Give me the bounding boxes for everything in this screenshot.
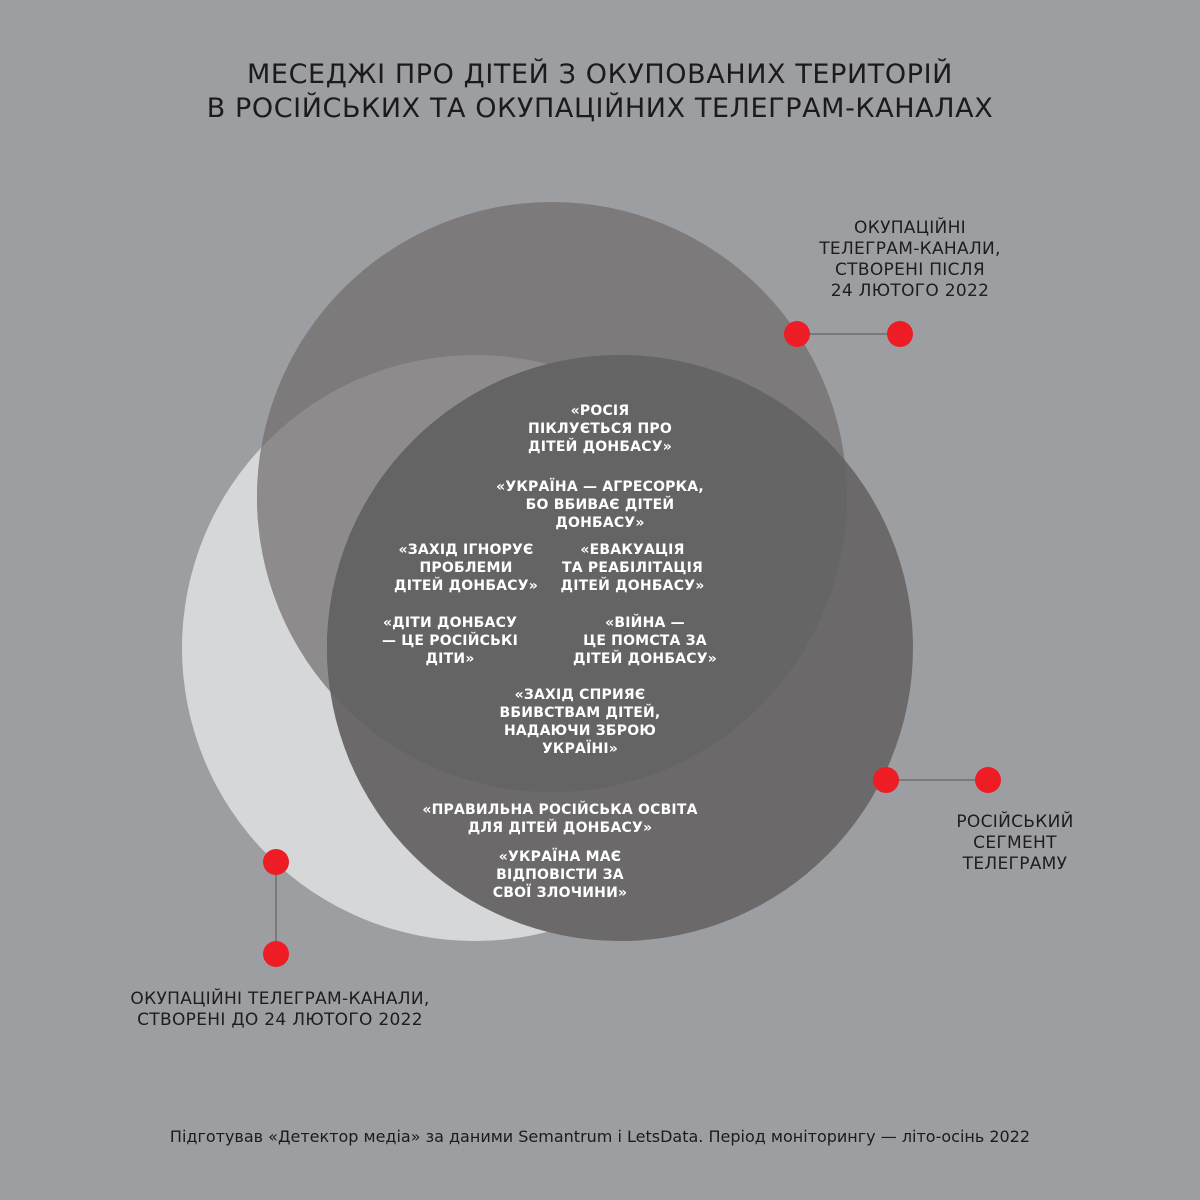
message-line: ДІТЕЙ ДОНБАСУ» (573, 651, 717, 667)
set-label-line: 24 ЛЮТОГО 2022 (830, 281, 990, 301)
message-west-ignores (376, 541, 556, 595)
marker-before-start (263, 849, 289, 875)
message-line: — ЦЕ РОСІЙСЬКІ (381, 633, 519, 649)
message-line: ЦЕ ПОМСТА ЗА (583, 633, 707, 649)
message-line: ДІТЕЙ ДОНБАСУ» (560, 578, 705, 594)
message-line: ПРОБЛЕМИ (419, 560, 513, 576)
marker-after-start (784, 321, 810, 347)
set-label-line: ОКУПАЦІЙНІ ТЕЛЕГРАМ-КАНАЛИ, (130, 989, 430, 1009)
message-line: ДІТЕЙ ДОНБАСУ» (394, 578, 538, 594)
message-line: «ВІЙНА — (605, 615, 685, 631)
marker-russian-end (975, 767, 1001, 793)
message-line: ДІТЕЙ ДОНБАСУ» (528, 439, 672, 455)
set-label-line: СТВОРЕНІ ПІСЛЯ (835, 260, 985, 280)
set-label-line: ТЕЛЕГРАМУ (962, 854, 1068, 874)
marker-russian-start (873, 767, 899, 793)
set-label-line: РОСІЙСЬКИЙ (956, 812, 1074, 832)
message-line: БО ВБИВАЄ ДІТЕЙ (525, 497, 675, 513)
message-ukraine-aggressor (420, 478, 780, 532)
message-line: НАДАЮЧИ ЗБРОЮ (503, 723, 656, 739)
set-label-line: СЕГМЕНТ (973, 833, 1057, 853)
message-line: УКРАЇНІ» (541, 741, 619, 757)
title-line-1: МЕСЕДЖІ ПРО ДІТЕЙ З ОКУПОВАНИХ ТЕРИТОРІЙ (247, 59, 953, 90)
marker-before-end (263, 941, 289, 967)
message-line: ДЛЯ ДІТЕЙ ДОНБАСУ» (467, 820, 653, 836)
message-line: ВБИВСТВАМ ДІТЕЙ, (499, 705, 661, 721)
message-line: «ДІТИ ДОНБАСУ (382, 615, 518, 631)
source-footnote: Підготував «Детектор медіа» за даними Semantrum і LetsData. Період моніторингу — літо-осінь 2022 (169, 1127, 1031, 1146)
message-line: «ПРАВИЛЬНА РОСІЙСЬКА ОСВІТА (422, 802, 698, 818)
message-line: «ЗАХІД СПРИЯЄ (514, 687, 646, 703)
title-line-2: В РОСІЙСЬКИХ ТА ОКУПАЦІЙНИХ ТЕЛЕГРАМ-КАНАЛАХ (206, 93, 994, 124)
message-evacuation (545, 541, 720, 595)
message-west-weapons (460, 686, 700, 758)
set-label-before-24-feb (90, 989, 470, 1031)
message-line: «РОСІЯ (570, 403, 630, 419)
set-label-russian-segment (920, 812, 1110, 875)
message-line: ТА РЕАБІЛІТАЦІЯ (562, 560, 703, 576)
set-label-line: СТВОРЕНІ ДО 24 ЛЮТОГО 2022 (137, 1010, 423, 1030)
message-line: «УКРАЇНА — АГРЕСОРКА, (496, 479, 704, 495)
message-russian-education (400, 801, 720, 837)
message-line: ДОНБАСУ» (555, 515, 645, 531)
message-line: ВІДПОВІСТИ ЗА (496, 867, 624, 883)
message-line: ПІКЛУЄТЬСЯ ПРО (528, 421, 672, 437)
message-russian-children (370, 614, 530, 668)
message-russia-cares (465, 402, 735, 456)
marker-after-end (887, 321, 913, 347)
message-line: «УКРАЇНА МАЄ (498, 849, 622, 865)
message-line: ДІТИ» (425, 651, 475, 667)
message-war-revenge (560, 614, 730, 668)
set-label-line: ОКУПАЦІЙНІ (854, 218, 966, 238)
set-label-line: ТЕЛЕГРАМ-КАНАЛИ, (819, 239, 1001, 259)
message-line: «ЕВАКУАЦІЯ (580, 542, 685, 558)
message-line: СВОЇ ЗЛОЧИНИ» (492, 885, 628, 901)
message-line: «ЗАХІД ІГНОРУЄ (398, 542, 534, 558)
set-label-after-24-feb (800, 218, 1020, 302)
message-ukraine-answer (450, 848, 670, 902)
